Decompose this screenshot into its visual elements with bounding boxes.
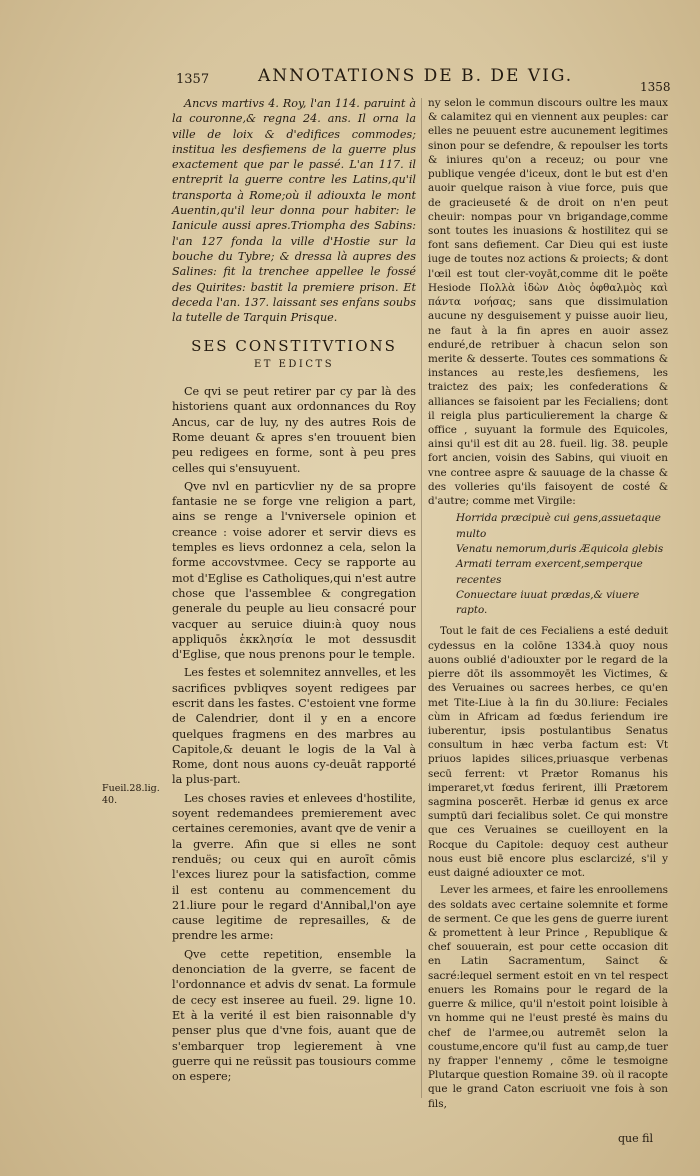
- section-subheading: ET EDICTS: [253, 358, 335, 370]
- verse-line: Venatu nemorum,duris Æquicola glebis: [456, 542, 664, 555]
- verse-line: Conuectare iuuat prædas,& viuere rapto.: [456, 588, 640, 617]
- catchword: que fil: [618, 1132, 653, 1145]
- armees-edict-paragraph: Lever les armees, et faire les enroollemens des soldats avec certaine solemnite et forme de serment. Ce que les gens de guerre iurent & promettent à leur Prince , Republique & chef souuerain, est pour cette occasion dit en Latin Sacramentum, Sainct & sacré:lequel serment estoit en vn tel respect enuers les Romains pour le regard de la guerre & milice, qu'il n'estoit point loisible à vn homme qui ne l'eust presté ès mains du chef de l'armee,ou autremēt selon la coustume,encore qu'il fust au camp,de tuer ny frapper l'ennemy , cōme le tesmoigne Plutarque question Romaine 39. où il racopte que le grand Caton escriuoit vne fois à son fils,: [428, 884, 668, 1110]
- page-number-right: 1358: [640, 80, 671, 94]
- running-header: [0, 66, 700, 96]
- religion-edict-paragraph: Qve nvl en particvlier ny de sa propre fantasie ne se forge vne religion a part, ains se renge a l'vniversele opinion et creance : voise adorer et servir dievs es temples es lievs ordonnez a cela, selon la forme accovstvmee. Cecy se rapporte au mot d'Eglise es Catholiques,qui n'est autre chose que l'assemblee & congregation generale du peuple au lieu consacré pour vacquer au seruice diuin:à quoy nous appliquōs ἐκκλησία le mot dessusdit d'Eglise, que nous prenons pour le temple.: [172, 479, 416, 662]
- festes-edict-paragraph: Les festes et solemnitez annvelles, et les sacrifices pvbliqves soyent redigees par escrit dans les fastes. C'estoient vne forme de Calendrier, dont il y en a encore quelques fragmens en des marbres au Capitole,& deuant le logis de la Val à Rome, dont nous auons cy-deuāt rapporté la plus-part.: [172, 666, 416, 787]
- verse-line: Horrida præcipuè cui gens,assuetaque multo: [456, 512, 661, 540]
- column-left: [172, 96, 416, 1087]
- intro-paragraph: Ce qvi se peut retirer par cy par là des historiens quant aux ordonnances du Roy Ancus, car de luy, ny des autres Rois de Rome deuant & apres s'en trouuent bien peu redigees en forme, sont à peu pres celles qui s'ensuyuent.: [172, 385, 416, 475]
- repetition-edict-paragraph: Qve cette repetition, ensemble la denonciation de la gverre, se facent de l'ordonnance et advis dv senat. La formule de cecy est inseree au fueil. 29. ligne 10. Et à la verité il est bien raisonnable d'y penser plus que d'vne fois, auant que de s'embarquer trop legierement à vne guerre qui ne reüssit pas tousiours comme on espere;: [172, 947, 416, 1084]
- running-title: ANNOTATIONS DE B. DE VIG.: [258, 66, 574, 86]
- continued-paragraph: ny selon le commun discours oultre les maux & calamitez qui en viennent aux peuples: car elles ne peuuent estre aucunement legitimes sinon pour se defendre, & repoulser les torts & iniures qu'on a receuz; ou pour vne publique vengée d'iceux, dont le but est d'en auoir quelque raison à viue force, puis que de gracieuseté & de droit on n'en peut cheuir: nompas pour vn brigandage,comme sont toutes les inuasions & hostilitez qui se font sans defiement. Car Dieu qui est iuste iuge de toutes noz actions & proiects; & dont l'œil est tout cler-voyāt,comme dit le poëte Hesiode Πολλὰ ἰδὼν Διὸς ὀφθαλμὸς καὶ πάντα νοήσας; sans que dissimulation aucune ny desguisement y puisse auoir lieu, ne faut à la fin apres en auoir assez enduré,de retribuer à chacun selon son merite & desserte. Toutes ces sommations & instances au reste,les desfiemens, les traictez des paix; les confederations & alliances se faisoient par les Fecialiens; dont il reigla plus particulierement la charge & office , suyuant la formule des Equicoles, ainsi qu'il est dit au 28. fueil. lig. 38. peuple fort ancien, voisin des Sabins, qui viuoit en vne contree aspre & sauuage de la chasse & des volleries qu'ils faisoyent de costé & d'autre; comme met Virgile:: [428, 97, 668, 508]
- choses-edict-paragraph: Les choses ravies et enlevees d'hostilite, soyent redemandees premierement avec certaines ceremonies, avant qve de venir a la gverre. Afin que si elles ne sont renduës; ou ceux qui en auroīt cōmis l'exces liurez pour la satisfaction, comme il est contenu au commencement du 21.liure pour le regard d'Annibal,l'on aye cause legitime de represailles, & de prendre les arme:: [172, 791, 416, 943]
- verse-line: Armati terram exercent,semperque recentes: [456, 558, 643, 586]
- margin-note: Fueil.28.lig. 40.: [102, 783, 160, 806]
- fecialiens-paragraph: Tout le fait de ces Fecialiens a esté deduit cydessus en la colōne 1334.à quoy nous auons oublié d'adiouxter por le regard de la pierre dōt ils assommoyēt les Victimes, & des Veruaines ou sacrees herbes, ce qu'en met Tite-Liue à la fin du 30.liure: Feciales cùm in Africam ad fœdus feriendum ire iuberentur, ipsis postulantibus Senatus consultum in hæc verba factum est: Vt priuos lapides silices,priuasque verbenas secū ferrent: vt Prætor Romanus his imperaret,vt fœdus ferirent, illi Prætorem sagmina poscerēt. Herbæ id genus ex arce sumptū dari fecialibus solet. Ce qui monstre que ces Veruaines se cueilloyent en la Rocque du Capitole: dequoy cest autheur nous eust biē encore plus esclarcizé, s'il y eust daigné adiouxter ce mot.: [428, 625, 668, 880]
- column-rule: [421, 98, 422, 1098]
- ancus-paragraph: Ancvs martivs 4. Roy, l'an 114. paruint à la couronne,& regna 24. ans. Il orna la ville de loix & d'edifices commodes; institua les desfiemens de la guerre plus exactement que par le passé. L'an 117. il entreprit la guerre contre les Latins,qu'il transporta à Rome;où il adiouxta le mont Auentin,qu'il leur donna pour habiter: le Ianicule aussi apres.Triompha des Sabins: l'an 127 fonda la ville d'Hostie sur la bouche du Tybre; & dressa là aupres des Salines: fit la trenchee appellee le fossé des Quirites: bastit la premiere prison. Et deceda l'an. 137. laissant ses enfans soubs la tutelle de Tarquin Prisque.: [172, 97, 416, 325]
- section-heading: SES CONSTITVTIONS: [191, 337, 397, 356]
- column-right: [428, 96, 668, 1114]
- page-number-left: 1357: [176, 72, 210, 87]
- virgil-quote: [428, 511, 668, 618]
